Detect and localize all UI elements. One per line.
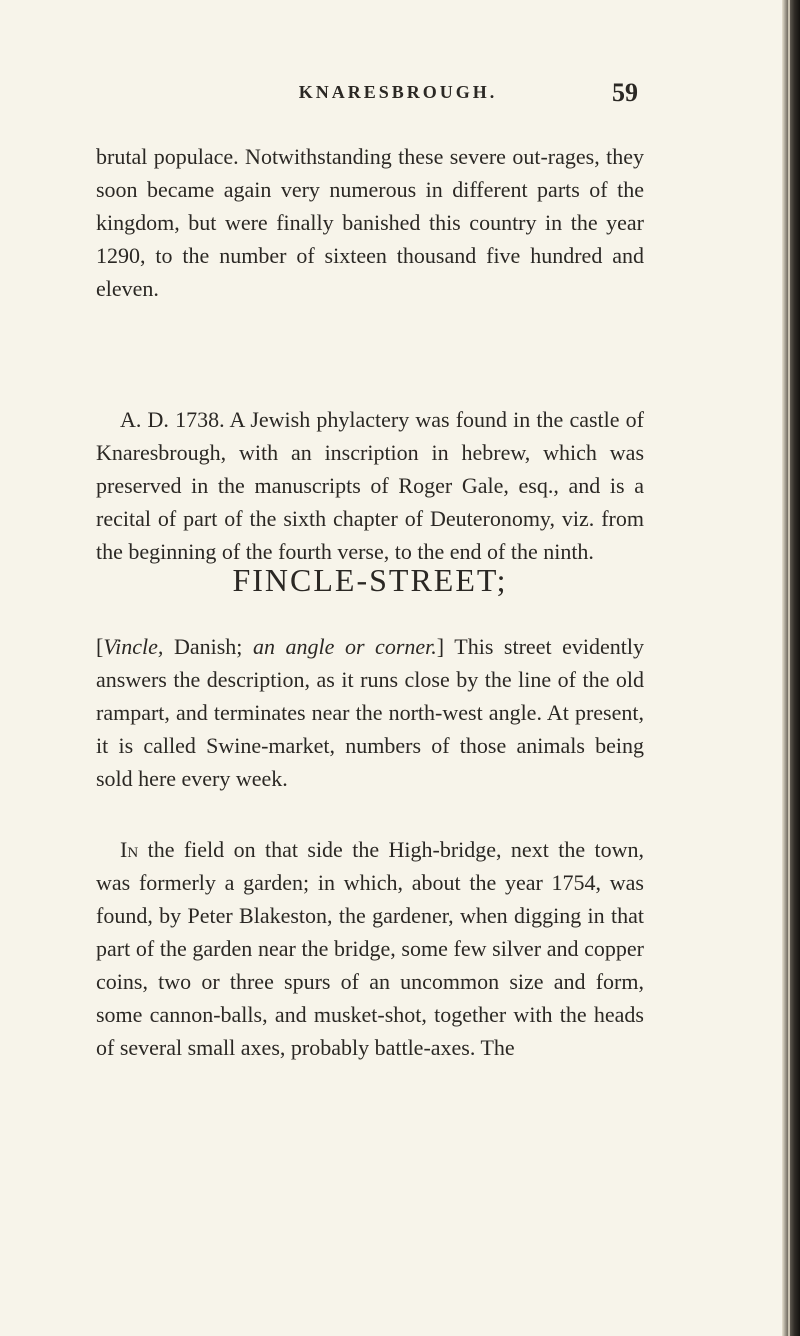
street-description: This street evidently answers the description, as it runs close by the line of the old rampart, and terminates near the north-west angle. At present, it is called Swine-market, numbers of those animals being sold here every week. — [96, 634, 644, 791]
paragraph-phylactery: A. D. 1738. A Jewish phylactery was found in the castle of Knaresbrough, with an inscription in hebrew, which was preserved in the manuscripts of Roger Gale, esq., and is a recital of part of the sixth chapter of Deuteronomy, viz. from the beginning of the fourth verse, to the end of the ninth. — [96, 407, 644, 564]
paragraph-lead-word: In — [120, 837, 139, 862]
page-header — [158, 78, 638, 112]
book-binding-edge — [782, 0, 800, 1336]
etymology-word: Vincle, — [103, 634, 164, 659]
etymology-meaning: an angle or corner. — [252, 634, 437, 659]
etymology-language: Danish; — [163, 634, 253, 659]
garden-finds-text: the field on that side the High-bridge, next the town, was formerly a garden; in which, about the year 1754, was found, by Peter Blakeston, the gardener, when digging in that part of the garden near the bridge, some few silver and copper coins, two or three spurs of an uncommon size and form, some cannon-balls, and musket-shot, together with the heads of several small axes, probably battle-axes. The — [96, 837, 644, 1060]
paragraph-populace: brutal populace. Notwithstanding these severe out-rages, they soon became again very numerous in different parts of the kingdom, but were finally banished this country in the year 1290, to the number of sixteen thousand five hundred and eleven. — [96, 144, 644, 301]
page-number: 59 — [612, 78, 638, 107]
paragraph-fincle-street — [96, 630, 644, 795]
binding-line — [788, 0, 790, 1336]
running-head: KNARESBROUGH. — [298, 82, 498, 102]
section-title: FINCLE-STREET; — [232, 562, 508, 598]
bracket-open: [ — [96, 634, 104, 659]
bracket-close: ] — [436, 634, 445, 659]
paragraph-garden-finds — [96, 833, 644, 1064]
